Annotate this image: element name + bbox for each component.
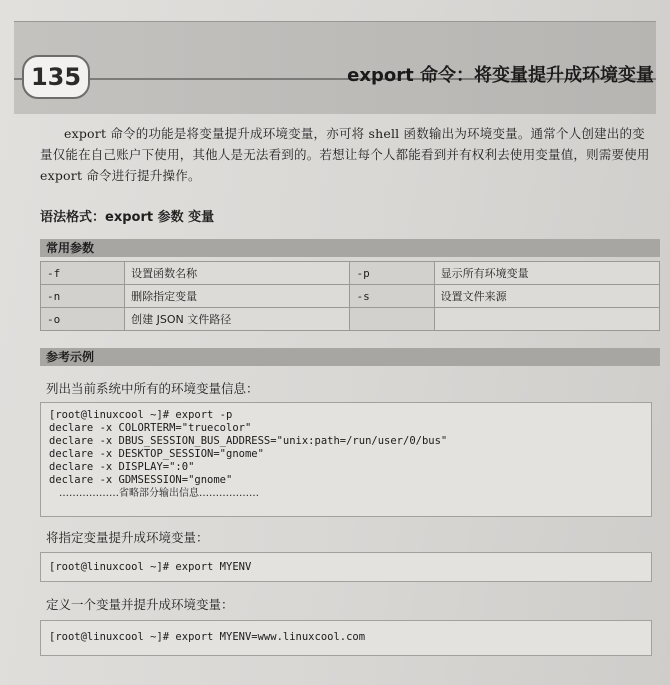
table-row — [41, 285, 660, 308]
omitted-output-note: ………………省略部分输出信息……………… — [59, 488, 259, 499]
example-1-code — [40, 402, 652, 517]
code-line: declare -x DBUS_SESSION_BUS_ADDRESS="unix:path=/run/user/0/bus" — [49, 435, 448, 447]
code-line: declare -x COLORTERM="truecolor" — [49, 422, 252, 434]
example-1-caption: 列出当前系统中所有的环境变量信息： — [46, 381, 259, 396]
examples-section-title: 参考示例 — [40, 348, 660, 366]
param-option: -f — [41, 262, 125, 285]
param-description: 显示所有环境变量 — [434, 262, 659, 285]
param-description: 删除指定变量 — [125, 285, 350, 308]
chapter-title: export 命令：将变量提升成环境变量 — [347, 65, 654, 86]
example-3-code — [40, 620, 652, 656]
intro-paragraph: export 命令的功能是将变量提升成环境变量，亦可将 shell 函数输出为环境变量。通常个人创建出的变量仅能在自己账户下使用，其他人是无法看到的。若想让每个人都能看到并有权利去使用变量值，则需要使用 export 命令进行提升操作。 — [40, 126, 650, 183]
param-option: -s — [350, 285, 434, 308]
param-option — [350, 308, 434, 331]
param-description: 设置函数名称 — [125, 262, 350, 285]
param-description: 创建 JSON 文件路径 — [125, 308, 350, 331]
params-table — [40, 261, 660, 331]
param-description — [434, 308, 659, 331]
param-option: -p — [350, 262, 434, 285]
table-row — [41, 308, 660, 331]
code-line: declare -x DESKTOP_SESSION="gnome" — [49, 448, 264, 460]
chapter-header — [14, 21, 656, 114]
chapter-number-badge: 135 — [22, 55, 90, 99]
syntax-line: 语法格式：export 参数 变量 — [40, 210, 215, 225]
code-line: [root@linuxcool ~]# export MYENV=www.linuxcool.com — [49, 631, 366, 643]
example-2-caption: 将指定变量提升成环境变量： — [46, 530, 209, 545]
code-line: declare -x DISPLAY=":0" — [49, 461, 195, 473]
example-2-code — [40, 552, 652, 582]
code-line: [root@linuxcool ~]# export MYENV — [49, 561, 252, 573]
param-option: -n — [41, 285, 125, 308]
params-section-title: 常用参数 — [40, 239, 660, 257]
code-line: declare -x GDMSESSION="gnome" — [49, 474, 233, 486]
param-description: 设置文件来源 — [434, 285, 659, 308]
example-3-caption: 定义一个变量并提升成环境变量： — [46, 597, 234, 612]
param-option: -o — [41, 308, 125, 331]
table-row — [41, 262, 660, 285]
code-line: [root@linuxcool ~]# export -p — [49, 409, 233, 421]
